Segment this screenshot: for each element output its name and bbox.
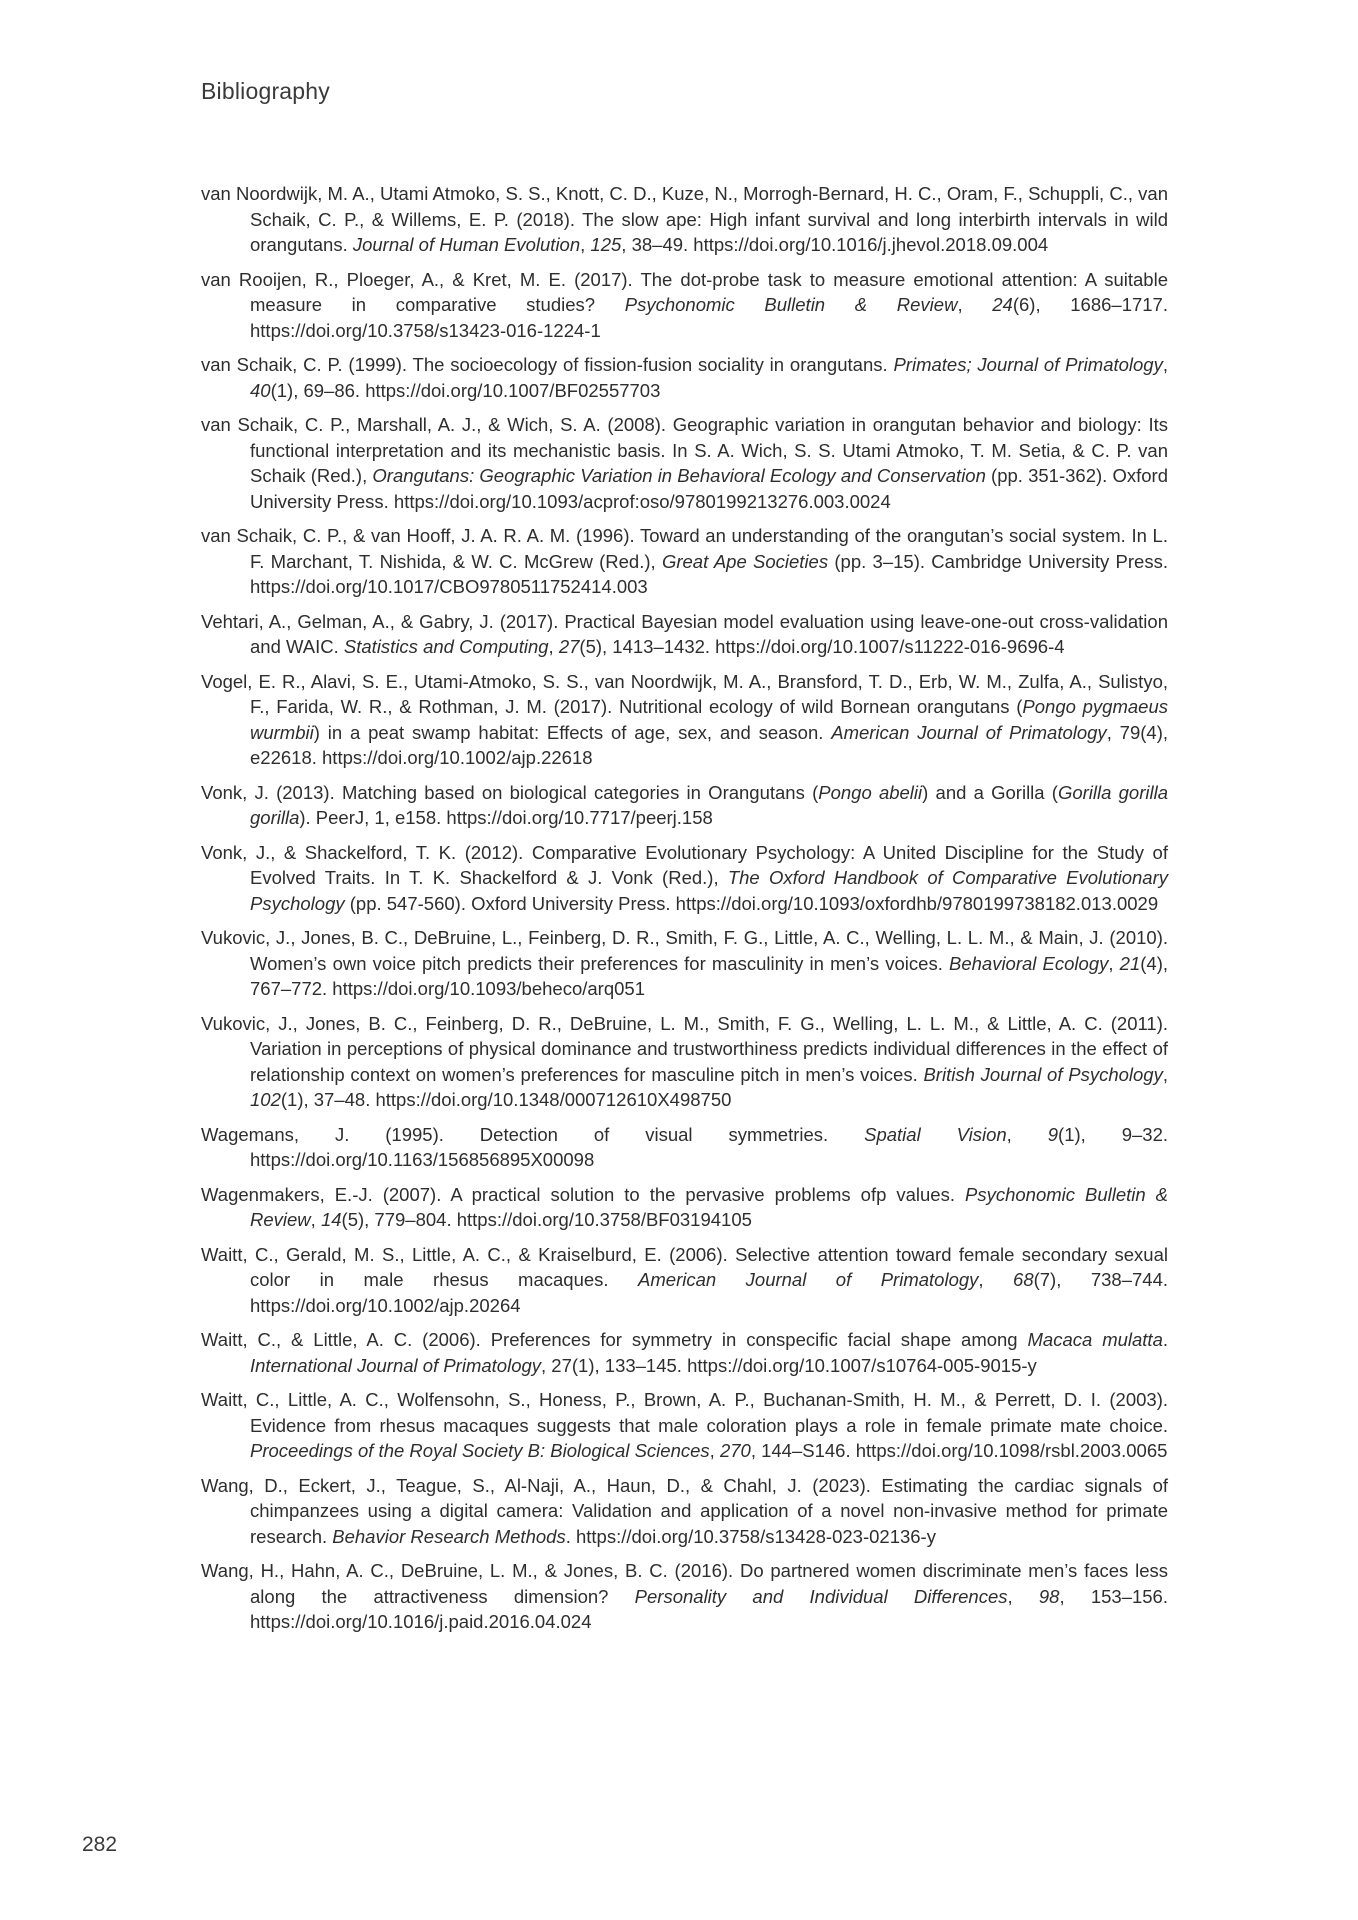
reference-entry: Vukovic, J., Jones, B. C., DeBruine, L., Feinberg, D. R., Smith, F. G., Little, A. C., Welling, L. L. M., & Main, J. (2010). Women’s own voice pitch predicts their preferences for masculinity in men’s voices. Behavioral Ecology, 21(4), 767–772. https://doi.org/10.1093/beheco/arq051 bbox=[201, 927, 1168, 999]
reference-entry: Waitt, C., & Little, A. C. (2006). Preferences for symmetry in conspecific facial shape among Macaca mulatta. International Journal of Primatology, 27(1), 133–145. https://doi.org/10.1007/s10764-005-9015-y bbox=[201, 1329, 1169, 1376]
reference-entry: Waitt, C., Little, A. C., Wolfensohn, S., Honess, P., Brown, A. P., Buchanan-Smith, H. M., & Perrett, D. I. (2003). Evidence from rhesus macaques suggests that male coloration plays a role in female primate mate choice. Proceedings of the Royal Society B: Biological Sciences, 270, 144–S146. https://doi.org/10.1098/rsbl.2003.0065 bbox=[201, 1389, 1168, 1461]
reference-entry: Vonk, J., & Shackelford, T. K. (2012). Comparative Evolutionary Psychology: A United Discipline for the Study of Evolved Traits. In T. K. Shackelford & J. Vonk (Red.), The Oxford Handbook of Comparative Evolutionary Psychology (pp. 547-560). Oxford University Press. https://doi.org/10.1093/oxfordhb/9780199738182.013.0029 bbox=[201, 841, 1168, 914]
reference-entry: Waitt, C., Gerald, M. S., Little, A. C., & Kraiselburd, E. (2006). Selective attention toward female secondary sexual color in male rhesus macaques. American Journal of Primatology, 68(7), 738–744. https://doi.org/10.1002/ajp.20264 bbox=[201, 1243, 1169, 1316]
reference-entry: van Rooijen, R., Ploeger, A., & Kret, M. E. (2017). The dot-probe task to measure emotional attention: A suitable measure in comparative studies? Psychonomic Bulletin & Review, 24(6), 1686–1717. https://doi.org/10.3758/s13423-016-1224-1 bbox=[201, 268, 1168, 341]
reference-entry: Wagenmakers, E.-J. (2007). A practical solution to the pervasive problems ofp values. Psychonomic Bulletin & Review, 14(5), 779–804. https://doi.org/10.3758/BF03194105 bbox=[201, 1183, 1169, 1230]
reference-entry: Wagemans, J. (1995). Detection of visual symmetries. Spatial Vision, 9(1), 9–32. https://doi.org/10.1163/156856895X00098 bbox=[201, 1123, 1169, 1170]
reference-entry: Vukovic, J., Jones, B. C., Feinberg, D. R., DeBruine, L. M., Smith, F. G., Welling, L. L. M., & Little, A. C. (2011). Variation in perceptions of physical dominance and trustworthiness predicts individual differences in the effect of relationship context on women’s preferences for masculine pitch in men’s voices. British Journal of Psychology, 102(1), 37–48. https://doi.org/10.1348/000712610X498750 bbox=[201, 1012, 1168, 1110]
reference-entry: Wang, H., Hahn, A. C., DeBruine, L. M., & Jones, B. C. (2016). Do partnered women discriminate men’s faces less along the attractiveness dimension? Personality and Individual Differences, 98, 153–156. https://doi.org/10.1016/j.paid.2016.04.024 bbox=[201, 1560, 1168, 1632]
reference-entry: van Schaik, C. P., & van Hooff, J. A. R. A. M. (1996). Toward an understanding of the orangutan’s social system. In L. F. Marchant, T. Nishida, & W. C. McGrew (Red.), Great Ape Societies (pp. 3–15). Cambridge University Press. https://doi.org/10.1017/CBO9780511752414.003 bbox=[201, 525, 1168, 597]
reference-entry: Vonk, J. (2013). Matching based on biological categories in Orangutans (Pongo abelii) and a Gorilla (Gorilla gorilla gorilla). PeerJ, 1, e158. https://doi.org/10.7717/peerj.158 bbox=[201, 781, 1169, 828]
reference-entry: Vogel, E. R., Alavi, S. E., Utami-Atmoko, S. S., van Noordwijk, M. A., Bransford, T. D., Erb, W. M., Zulfa, A., Sulistyo, F., Farida, W. R., & Rothman, J. M. (2017). Nutritional ecology of wild Bornean orangutans (Pongo pygmaeus wurmbii) in a peat swamp habitat: Effects of age, sex, and season. American Journal of Primatology, 79(4), e22618. https://doi.org/10.1002/ajp.22618 bbox=[201, 670, 1168, 768]
reference-list bbox=[201, 181, 1168, 1644]
reference-entry: van Schaik, C. P., Marshall, A. J., & Wich, S. A. (2008). Geographic variation in orangutan behavior and biology: Its functional interpretation and its mechanistic basis. In S. A. Wich, S. S. Utami Atmoko, T. M. Setia, & C. P. van Schaik (Red.), Orangutans: Geographic Variation in Behavioral Ecology and Conservation (pp. 351-362). Oxford University Press. https://doi.org/10.1093/acprof:oso/9780199213276.003.0024 bbox=[201, 414, 1168, 512]
reference-entry: van Noordwijk, M. A., Utami Atmoko, S. S., Knott, C. D., Kuze, N., Morrogh-Bernard, H. C., Oram, F., Schuppli, C., van Schaik, C. P., & Willems, E. P. (2018). The slow ape: High infant survival and long interbirth intervals in wild orangutans. Journal of Human Evolution, 125, 38–49. https://doi.org/10.1016/j.jhevol.2018.09.004 bbox=[201, 183, 1168, 255]
reference-entry: van Schaik, C. P. (1999). The socioecology of fission-fusion sociality in orangutans. Primates; Journal of Primatology, 40(1), 69–86. https://doi.org/10.1007/BF02557703 bbox=[201, 354, 1168, 401]
reference-entry: Vehtari, A., Gelman, A., & Gabry, J. (2017). Practical Bayesian model evaluation using leave-one-out cross-validation and WAIC. Statistics and Computing, 27(5), 1413–1432. https://doi.org/10.1007/s11222-016-9696-4 bbox=[201, 610, 1168, 657]
running-header: Bibliography bbox=[201, 78, 330, 104]
page-number: 282 bbox=[82, 1833, 118, 1856]
reference-entry: Wang, D., Eckert, J., Teague, S., Al-Naji, A., Haun, D., & Chahl, J. (2023). Estimating the cardiac signals of chimpanzees using a digital camera: Validation and application of a novel non-invasive method for primate research. Behavior Research Methods. https://doi.org/10.3758/s13428-023-02136-y bbox=[201, 1474, 1168, 1547]
